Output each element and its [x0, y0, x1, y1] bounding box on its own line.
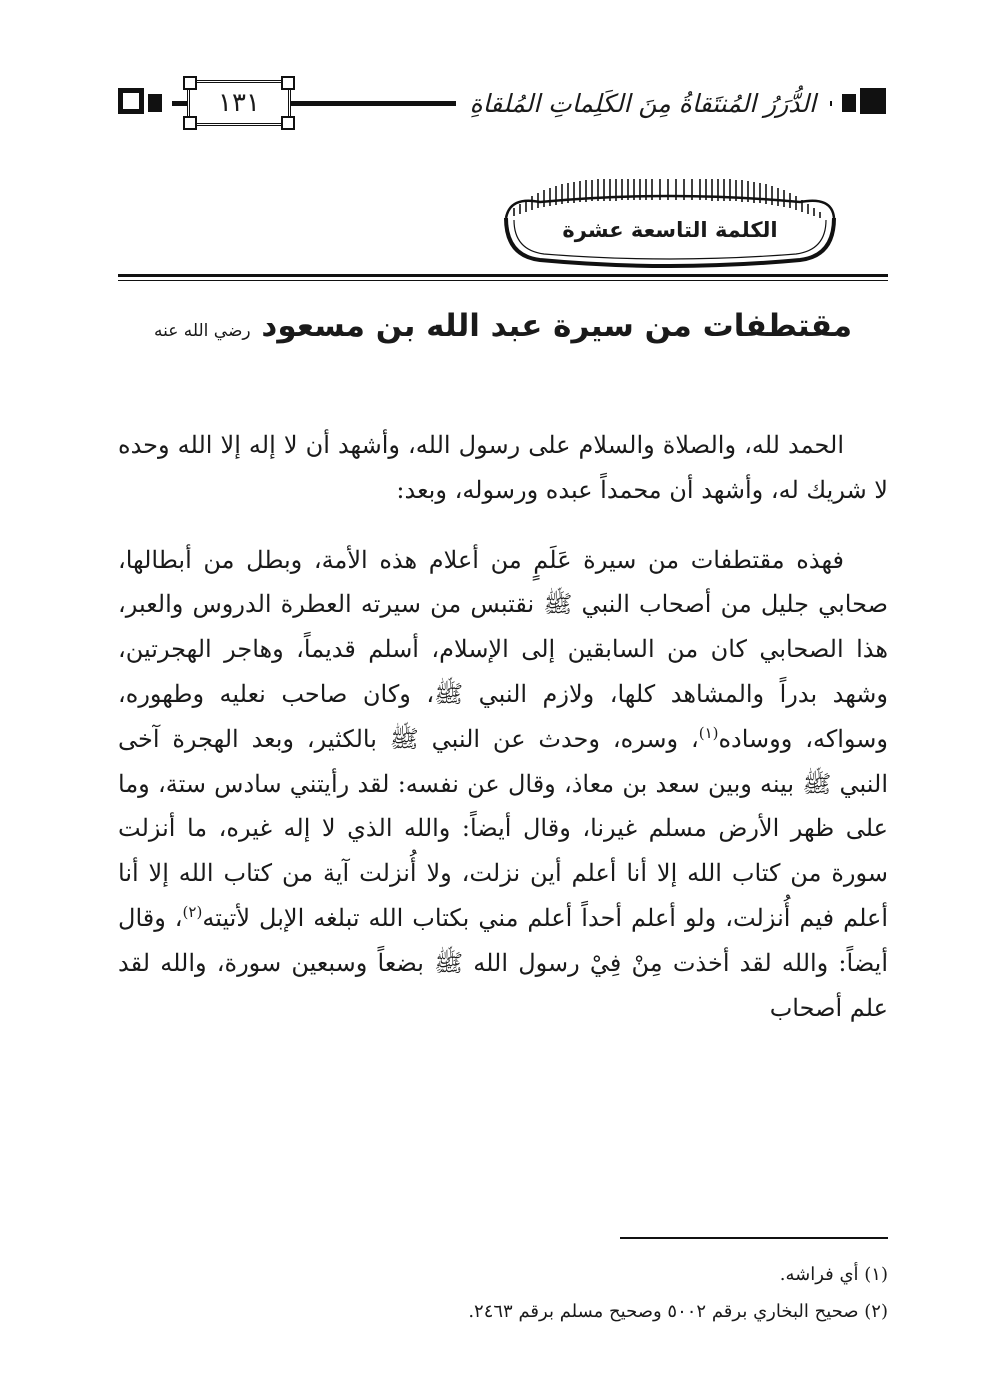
footnote-rule [620, 1237, 888, 1239]
header-ornament-left-bar [148, 94, 162, 112]
footnotes [118, 1256, 888, 1330]
running-header [112, 74, 892, 132]
title-divider-top [118, 274, 888, 277]
chapter-badge [500, 176, 840, 268]
page-number: ١٣١ [218, 88, 260, 118]
book-title: الدُّرَرُ المُنتَقاةُ مِنَ الكَلِماتِ المُلقاةِ [456, 78, 830, 128]
honorific: رضي الله عنه [153, 321, 251, 341]
paragraph-main-part2: ، وسره، وحدث عن النبي ﷺ بالكثير، وبعد الهجرة آخى النبي ﷺ بينه وبين سعد بن معاذ، وقال عن نفسه: لقد رأيتني سادس ستة، وما على ظهر الأرض مسلم غيرنا، وقال أيضاً: والله الذي لا إله غيره، ما أنزلت سورة من كتاب الله إلا أنا أعلم أين نزلت، ولا أُنزلت آية من كتاب الله إلا أنا أعلم فيم أُنزلت، ولو أعلم أحداً أعلم مني بكتاب الله تبلغه الإبل لأتيته [118, 724, 888, 932]
header-ornament-left [118, 88, 144, 114]
paragraph-main-part3: ، وقال أيضاً: والله لقد أخذت مِنْ فِيْ رسول الله ﷺ بضعاً وسبعين سورة، والله لقد علم أصحاب [118, 903, 888, 1022]
footnote-marker-2[interactable]: (٢) [182, 902, 203, 921]
frame-corner-ornament [281, 116, 295, 130]
page-number-frame [187, 80, 291, 126]
page-title [118, 308, 888, 344]
paragraph-intro: الحمد لله، والصلاة والسلام على رسول الله، وأشهد أن لا إله إلا الله وحده لا شريك له، وأشهد أن محمداً عبده ورسوله، وبعد: [118, 431, 888, 504]
header-ornament-right [860, 88, 886, 114]
footnote-1: (١) أي فراشه. [779, 1264, 888, 1285]
footnote-2: (٢) صحيح البخاري برقم ٥٠٠٢ وصحيح مسلم برقم ٢٤٦٣. [468, 1301, 888, 1322]
header-ornament-right-bar [842, 94, 856, 112]
paragraph-main [118, 538, 888, 1031]
frame-corner-ornament [281, 76, 295, 90]
frame-corner-ornament [183, 76, 197, 90]
footnote-marker-1[interactable]: (١) [698, 723, 719, 742]
page-title-text: مقتطفات من سيرة عبد الله بن مسعود [261, 308, 853, 344]
body-text [118, 423, 888, 1030]
title-divider-bottom [118, 280, 888, 281]
paragraph-main-part1: فهذه مقتطفات من سيرة عَلَمٍ من أعلام هذه الأمة، وبطل من أبطالها، صحابي جليل من أصحاب النبي ﷺ نقتبس من سيرته العطرة الدروس والعبر، هذا الصحابي كان من السابقين إلى الإسلام، أسلم قديماً، وهاجر الهجرتين، وشهد بدراً والمشاهد كلها، ولازم النبي ﷺ، وكان صاحب نعليه وطهوره، وسواكه، ووساده [118, 545, 889, 753]
frame-corner-ornament [183, 116, 197, 130]
chapter-label: الكلمة التاسعة عشرة [562, 218, 778, 242]
